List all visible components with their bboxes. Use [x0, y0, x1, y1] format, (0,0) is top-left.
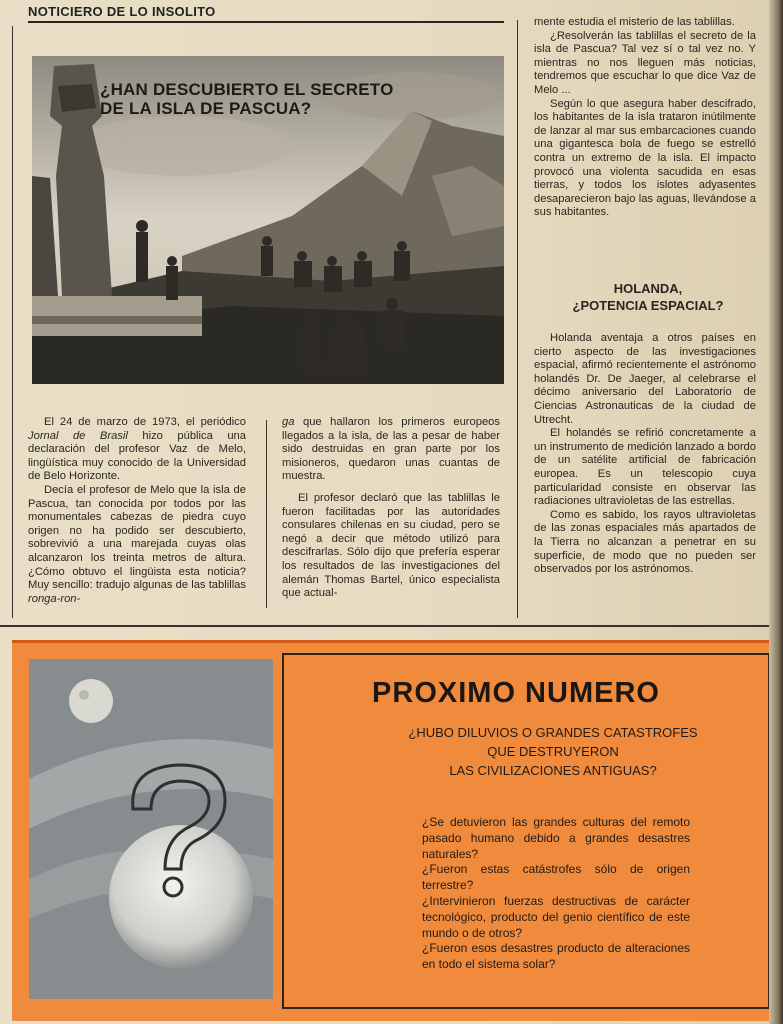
planet-question-art [29, 659, 273, 999]
left-border-rule [12, 26, 13, 618]
promo-question-4: ¿Fueron esos desastres producto de alteraciones en todo el sistema solar? [422, 941, 690, 972]
promo-question-3: ¿Intervinieron fuerzas destructivas de carácter tecnológico, producto del genio científico de este mundo o de otros? [422, 893, 690, 940]
subheading-line-2: ¿POTENCIA ESPACIAL? [572, 298, 724, 313]
headline-line-2: DE LA ISLA DE PASCUA? [100, 99, 312, 118]
col3-paragraph-6: Como es sabido, los rayos ultravioletas de las zonas espaciales más apartados de la Tierra no alcanzan a penetrar en su superficie, de modo que no pueden ser observados por los astrónomos. [534, 508, 756, 576]
promo-frame-left [282, 653, 284, 1009]
article-headline [100, 80, 394, 118]
next-issue-cover-image [29, 659, 273, 999]
col2-p1-italic: ga [282, 416, 295, 428]
headline-line-1: ¿HAN DESCUBIERTO EL SECRETO [100, 80, 394, 99]
promo-frame-bottom [282, 1007, 770, 1009]
col1-p1-italic: Jornal de Brasil [28, 429, 128, 442]
article-column-3-top [534, 16, 756, 220]
question-line-1: ¿HUBO DILUVIOS O GRANDES CATASTROFES [408, 725, 698, 740]
col2-paragraph-2: El profesor declaró que las tablillas le fueron facilitadas por las autoridades consulares chilenas en su ciudad, pero se negó a decir que método utilizó para descifrarlas. Sólo dijo que prefería esperar los resultados de las investigaciones del alemán Thomas Bartel, único especialista que actual- [282, 491, 500, 600]
column-divider-middle [266, 420, 267, 608]
question-line-2: QUE DESTRUYERON [487, 744, 619, 759]
next-issue-title: PROXIMO NUMERO [372, 677, 660, 709]
promo-question-2: ¿Fueron estas catástrofes sólo de origen terrestre? [422, 862, 690, 893]
col3-paragraph-3: Según lo que asegura haber descifrado, los habitantes de la isla trataron inútilmente de lanzar al mar sus embarcaciones cuando una gigantesca bola de fuego se estrelló contra un extremo de la isla. El impacto provocó una violenta sacudida en esas tierras, y todos los islotes adyasentes desaparecieron bajo las aguas, llevándose a sus habitantes. [534, 97, 756, 219]
col3-paragraph-5: El holandés se refirió concretamente a un instrumento de medición lanzado a bordo de un satélite artificial de fabricación europea. Es un telescopio cuya particularidad consiste en observar las radiaciones ultravioletas de las estrellas. [534, 427, 756, 508]
section-separator [0, 625, 783, 627]
holanda-subheading [540, 280, 756, 314]
col1-p1-text-b: hizo pública una declaración del profesor Vaz de Melo, lingüística muy conocido de la Universidad de Belo Horizonte. [28, 429, 246, 483]
section-header: NOTICIERO DE LO INSOLITO [28, 4, 216, 19]
header-rule [28, 21, 504, 23]
next-issue-question [364, 723, 742, 780]
col1-p2-text: Decía el profesor de Melo que la isla de Pascua, tan conocida por todos por las monumentales cabezas de piedra cuyo origen no ha podido ser descubierto, sobrevivió a una marejada cuyas olas alcanzaron los treinta metros de altura. ¿Cómo obtuvo el lingüista esta noticia? Muy sencillo: tradujo algunas de las tablillas [28, 483, 246, 592]
promo-frame-top [282, 653, 770, 655]
promo-question-1: ¿Se detuvieron las grandes culturas del remoto pasado humano debido a grandes desastres naturales? [422, 815, 690, 861]
next-issue-banner [12, 640, 772, 1021]
question-line-3: LAS CIVILIZACIONES ANTIGUAS? [449, 763, 657, 778]
col1-paragraph-1 [28, 416, 246, 484]
col1-paragraph-2 [28, 484, 246, 606]
col3-paragraph-2: ¿Resolverán las tablillas el secreto de la isla de Pascua? Tal vez sí o tal vez no. Y mientras no nos lleguen más noticias, tendremos que escuchar lo que dice Vaz de Melo ... [534, 29, 756, 96]
col3-paragraph-1: mente estudia el misterio de las tablillas. [534, 16, 735, 28]
col3-paragraph-4: Holanda aventaja a otros países en cierto aspecto de las investigaciones espacial, afirmó recientemente el astrónomo holandés Dr. De Jaeger, al celebrarse el décimo aniversario del Laboratorio de Ciencias Astronauticas de la ciudad de Utrecht. [534, 332, 756, 426]
article-column-1 [28, 416, 246, 606]
col1-p2-italic: ronga-ron- [28, 592, 81, 605]
column-divider-right [517, 20, 518, 618]
subheading-line-1: HOLANDA, [613, 281, 683, 296]
col2-p1-text: que hallaron los primeros europeos llegados a la isla, de las a pesar de haber sido destruidas en gran parte por los misioneros, quedaron unas cuantas de muestra. [282, 416, 500, 483]
col2-paragraph-1 [282, 416, 500, 484]
article-column-2 [282, 416, 500, 601]
col1-p1-text-a: El 24 de marzo de 1973, el periódico [44, 416, 246, 428]
page-spine-shadow [769, 0, 783, 1024]
article-column-3-bottom [534, 332, 756, 577]
next-issue-body [422, 815, 690, 973]
